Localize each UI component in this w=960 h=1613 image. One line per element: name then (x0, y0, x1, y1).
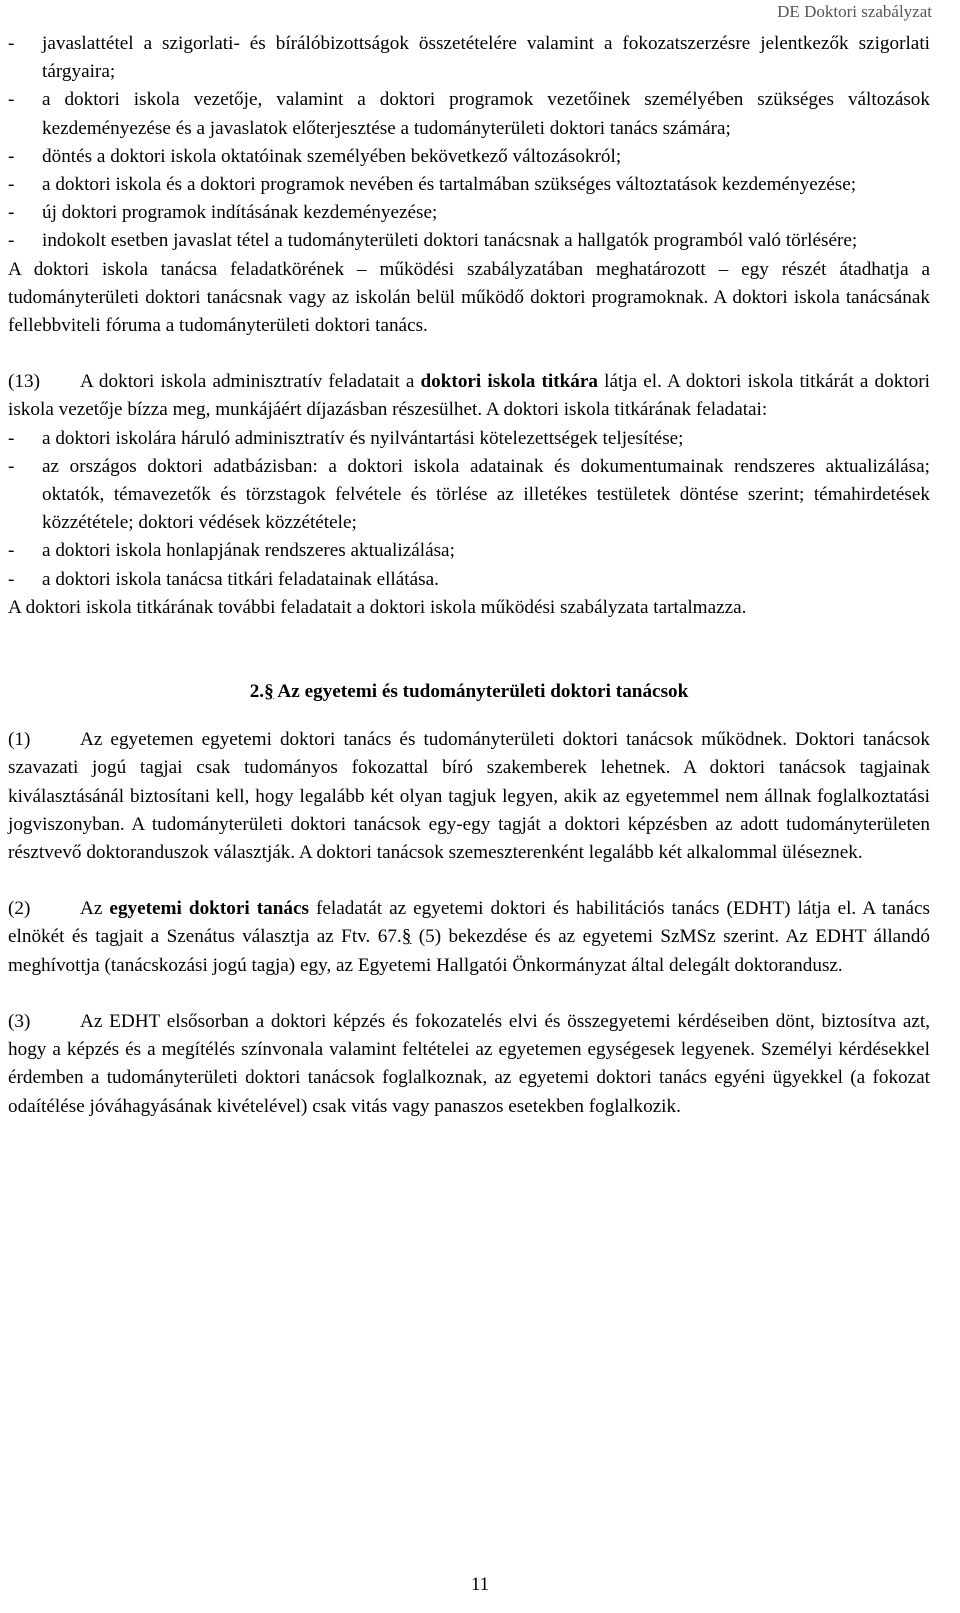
list-item-text: indokolt esetben javaslat tétel a tudományterületi doktori tanácsnak a hallgatók programból való törlésére; (42, 230, 858, 252)
list-item-text: új doktori programok indításának kezdeményezése; (42, 202, 438, 224)
list-item (8, 453, 930, 538)
paragraph-number: (1) (8, 729, 31, 751)
running-header: DE Doktori szabályzat (777, 2, 932, 21)
list-item (8, 30, 930, 86)
section-sign: § (264, 681, 274, 703)
council-duties-list (8, 30, 930, 256)
list-item-text: döntés a doktori iskola oktatóinak személyében bekövetkező változásokról; (42, 145, 622, 167)
list-item (8, 143, 930, 171)
list-item (8, 199, 930, 227)
paragraph-number: (13) (8, 371, 40, 393)
section-sign: § (401, 926, 412, 948)
paragraph-number: (3) (8, 1010, 31, 1032)
paragraph-2: (2) Az egyetemi doktori tanács feladatát az egyetemi doktori és habilitációs tanács (EDHT) látja el. A tanács elnökét és tagjait a Szenátus választja az Ftv. 67.§ (5) bekezdése és az egyetemi SzMSz szerint. Az EDHT állandó meghívottja (tanácskozási jogú tagja) egy, az Egyetemi Hallgatói Önkormányzat által delegált doktorandusz. (8, 895, 930, 980)
list-item-text: a doktori iskola és a doktori programok nevében és tartalmában szükséges változtatások kezdeményezése; (42, 174, 857, 196)
list-item-text: a doktori iskola vezetője, valamint a doktori programok vezetőinek személyében szükséges változások kezdeményezése és a javaslatok előterjesztése a tudományterületi doktori tanács számára; (42, 89, 930, 139)
list-bullet: - (8, 230, 15, 252)
list-bullet: - (8, 145, 15, 167)
list-item-text: javaslattétel a szigorlati- és bírálóbizottságok összetételére valamint a fokozatszerzésre jelentkezők szigorlati tárgyaira; (42, 33, 930, 83)
list-item (8, 425, 930, 453)
list-item (8, 171, 930, 199)
list-bullet: - (8, 540, 15, 562)
list-item (8, 86, 930, 142)
list-bullet: - (8, 33, 15, 54)
page-number: 11 (470, 1574, 490, 1595)
list-bullet: - (8, 202, 15, 224)
list-bullet: - (8, 455, 15, 477)
list-bullet: - (8, 568, 15, 590)
list-item (8, 227, 930, 255)
list-bullet: - (8, 89, 15, 111)
paragraph-13: (13) A doktori iskola adminisztratív feladatait a doktori iskola titkára látja el. A doktori iskola titkárát a doktori iskola vezetője bízza meg, munkájáért díjazásban részesülhet. A doktori iskola titkárának feladatai: (8, 368, 930, 424)
list-item-text: az országos doktori adatbázisban: a doktori iskola adatainak és dokumentumainak rendszeres aktualizálása; oktatók, témavezetők és törzstagok felvétele és törlése az illetékes testületek döntése szerint; témahirdetések közzététele; doktori védések közzététele; (42, 455, 930, 534)
secretary-term: doktori iskola titkára (420, 371, 598, 393)
document-body (8, 30, 930, 1121)
list-item-text: a doktori iskola honlapjának rendszeres aktualizálása; (42, 540, 455, 562)
paragraph-3: (3) Az EDHT elsősorban a doktori képzés és fokozatelés elvi és összegyetemi kérdéseiben dönt, biztosítva azt, hogy a képzés és a megítélés színvonala valamint feltételei az egyetemen egységesek legyenek. Személyi kérdésekkel érdemben a tudományterületi doktori tanácsok foglalkoznak, az egyetemi doktori tanács egyéni ügyekkel (a fokozat odaítélése jóváhagyásának kivételével) csak vitás vagy panaszos esetekben foglalkozik. (8, 1008, 930, 1121)
list-item (8, 537, 930, 565)
university-council-term: egyetemi doktori tanács (109, 898, 309, 920)
secretary-duties-list (8, 425, 930, 594)
paragraph-number: (2) (8, 898, 31, 920)
paragraph-council-delegation: A doktori iskola tanácsa feladatkörének – működési szabályzatában meghatározott – egy részét átadhatja a tudományterületi doktori tanácsnak vagy az iskolán belül működő doktori programoknak. A doktori iskola tanácsának fellebbviteli fóruma a tudományterületi doktori tanács. (8, 258, 930, 337)
list-bullet: - (8, 427, 15, 449)
paragraph-1: (1) Az egyetemen egyetemi doktori tanács és tudományterületi doktori tanácsok működnek. Doktori tanácsok szavazati jogú tagjai csak tudományos fokozattal bíró szakemberek lehetnek. A doktori tanácsok tagjainak kiválasztásánál biztosítani kell, hogy legalább két olyan tagjuk legyen, akik az egyetemmel nem állnak foglalkoztatási jogviszonyban. A tudományterületi doktori tanácsok egy-egy tagját a doktori képzésben az adott tudományterületen résztvevő doktoranduszok választják. A doktori tanácsok szemeszterenként legalább két alkalommal üléseznek. (8, 726, 930, 867)
paragraph-secretary-other: A doktori iskola titkárának további feladatait a doktori iskola működési szabályzata tartalmazza. (8, 596, 747, 618)
section-heading: 2.§ Az egyetemi és tudományterületi doktori tanácsok (249, 681, 689, 703)
list-item-text: a doktori iskolára háruló adminisztratív és nyilvántartási kötelezettségek teljesítése; (42, 427, 684, 449)
list-item (8, 566, 930, 594)
list-bullet: - (8, 174, 15, 196)
list-item-text: a doktori iskola tanácsa titkári feladatainak ellátása. (42, 568, 439, 590)
